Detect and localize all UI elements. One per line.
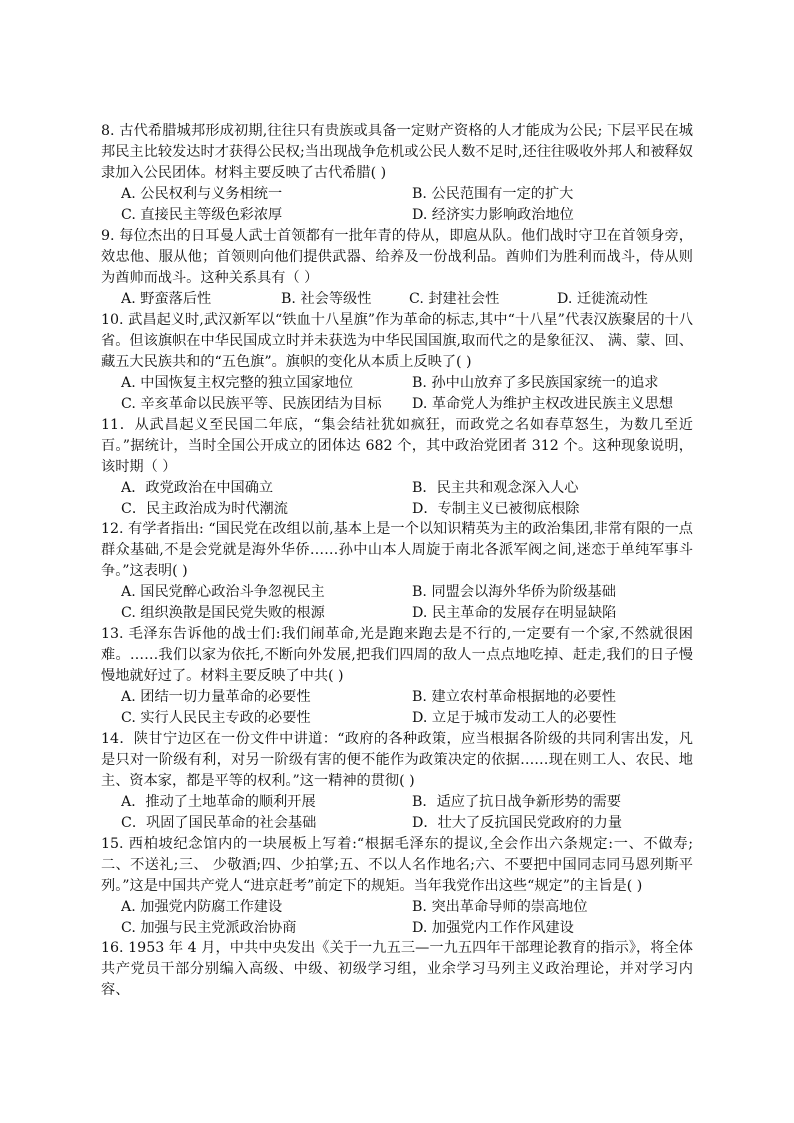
option-a: A. 公民权利与义务相统一: [121, 186, 283, 202]
option-d: D. 经济实力影响政治地位: [412, 207, 574, 223]
options: [121, 478, 693, 520]
option-c: C. 直接民主等级色彩浓厚: [121, 207, 283, 223]
option-b: B. 建立农村革命根据地的必要性: [412, 689, 616, 705]
option-a: A. 团结一切力量革命的必要性: [121, 689, 311, 705]
question-stem: 9. 每位杰出的日耳曼人武士首领都有一批年青的侍从，即扈从队。他们战时守卫在首领身旁，效忠他、服从他；首领则向他们提供武器、给养及一份战利品。酋帅们为胜利而战斗，侍从则为酋帅而战斗。这种关系具有（ ）: [101, 228, 693, 286]
question-stem: 8. 古代希腊城邦形成初期,往往只有贵族或具备一定财产资格的人才能成为公民; 下层平民在城邦民主比较发达时才获得公民权;当出现战争危机或公民人数不足时,还往往吸收外邦人和被释奴隶加入公民团体。材料主要反映了古代希腊( ): [101, 123, 693, 181]
option-a: A. 野蛮落后性: [121, 291, 212, 307]
options: [121, 792, 693, 834]
question-stem: 13. 毛泽东告诉他的战士们:我们闹革命,光是跑来跑去是不行的,一定要有一个家,不然就很困难。……我们以家为依托,不断向外发展,把我们四周的敌人一点点地吃掉、赶走,我们的日子慢慢地就好过了。材料主要反映了中共( ): [101, 626, 693, 684]
question-16: [101, 938, 693, 1001]
option-a: A．政党政治在中国确立: [121, 480, 274, 496]
option-a: A. 中国恢复主权完整的独立国家地位: [121, 375, 354, 391]
question-stem: 16. 1953 年 4 月，中共中央发出《关于一九五三—一九五四年干部理论教育的指示》，将全体共产党员干部分别编入高级、中级、初级学习组，业余学习马列主义政治理论，并对学习内容、: [101, 940, 693, 998]
option-d: D. 加强党内工作作风建设: [412, 920, 574, 936]
option-c: C. 组织涣散是国民党失败的根源: [121, 605, 325, 621]
question-10: [101, 310, 693, 415]
question-8: [101, 121, 693, 226]
option-b: B. 公民范围有一定的扩大: [412, 186, 574, 202]
question-15: [101, 834, 693, 939]
option-b: B．民主共和观念深入人心: [412, 480, 579, 496]
options: [121, 289, 693, 310]
option-a: A. 加强党内防腐工作建设: [121, 899, 283, 915]
option-d: D．壮大了反抗国民党政府的力量: [412, 815, 623, 831]
question-11: [101, 415, 693, 520]
option-b: B. 突出革命导师的崇高地位: [412, 899, 588, 915]
options: [121, 687, 693, 729]
options: [121, 582, 693, 624]
options: [121, 373, 693, 415]
option-c: C. 辛亥革命以民族平等、民族团结为目标: [121, 396, 382, 412]
option-c: C．民主政治成为时代潮流: [121, 501, 288, 517]
option-d: D. 民主革命的发展存在明显缺陷: [412, 605, 617, 621]
option-d: D. 革命党人为维护主权改进民族主义思想: [412, 396, 674, 412]
option-b: B. 社会等级性: [281, 291, 372, 307]
question-stem: 10. 武昌起义时,武汉新军以“铁血十八星旗”作为革命的标志,其中“十八星”代表汉族聚居的十八省。但该旗帜在中华民国成立时并未获选为中华民国国旗,取而代之的是象征汉、 满、蒙、回、藏五大民族共和的“五色旗”。旗帜的变化从本质上反映了( ): [101, 312, 693, 370]
question-14: [101, 729, 693, 834]
options: [121, 184, 693, 226]
option-d: D. 迁徙流动性: [557, 291, 648, 307]
options: [121, 897, 693, 939]
option-d: D. 立足于城市发动工人的必要性: [412, 710, 617, 726]
option-a: A. 国民党醉心政治斗争忽视民主: [121, 584, 325, 600]
question-stem: 14．陕甘宁边区在一份文件中讲道：“政府的各种政策，应当根据各阶级的共同利害出发，凡是只对一阶级有利，对另一阶级有害的便不能作为政策决定的依据……现在则工人、农民、地主、资本家，都是平等的权利。”这一精神的贯彻( ): [101, 731, 693, 789]
option-c: C. 实行人民民主专政的必要性: [121, 710, 311, 726]
option-c: C．巩固了国民革命的社会基础: [121, 815, 317, 831]
option-b: B. 孙中山放弃了多民族国家统一的追求: [412, 375, 659, 391]
option-c: C. 加强与民主党派政治协商: [121, 920, 297, 936]
option-a: A．推动了土地革命的顺利开展: [121, 794, 316, 810]
question-13: [101, 624, 693, 729]
option-d: D．专制主义已被彻底根除: [412, 501, 580, 517]
question-9: [101, 226, 693, 310]
option-b: B. 同盟会以海外华侨为阶级基础: [412, 584, 616, 600]
option-c: C. 封建社会性: [409, 291, 500, 307]
option-b: B．适应了抗日战争新形势的需要: [412, 794, 622, 810]
question-stem: 12. 有学者指出: “国民党在改组以前,基本上是一个以知识精英为主的政治集团,非常有限的一点群众基础,不是会党就是海外华侨……孙中山本人周旋于南北各派军阀之间,迷恋于单纯军事斗争。”这表明( ): [101, 521, 693, 579]
question-12: [101, 519, 693, 624]
question-stem: 11．从武昌起义至民国二年底，“集会结社犹如疯狂，而政党之名如春草怒生，为数几至近百。”据统计，当时全国公开成立的团体达 682 个，其中政治党团者 312 个。这种现象说明，该时期（ ）: [101, 417, 693, 475]
question-stem: 15. 西柏坡纪念馆内的一块展板上写着:“根据毛泽东的提议,全会作出六条规定:一、不做寿;二、不送礼;三、 少敬酒;四、少拍掌;五、不以人名作地名;六、不要把中国同志同马恩列斯平列。”这是中国共产党人“进京赶考”前定下的规矩。当年我党作出这些“规定”的主旨是( ): [101, 836, 693, 894]
